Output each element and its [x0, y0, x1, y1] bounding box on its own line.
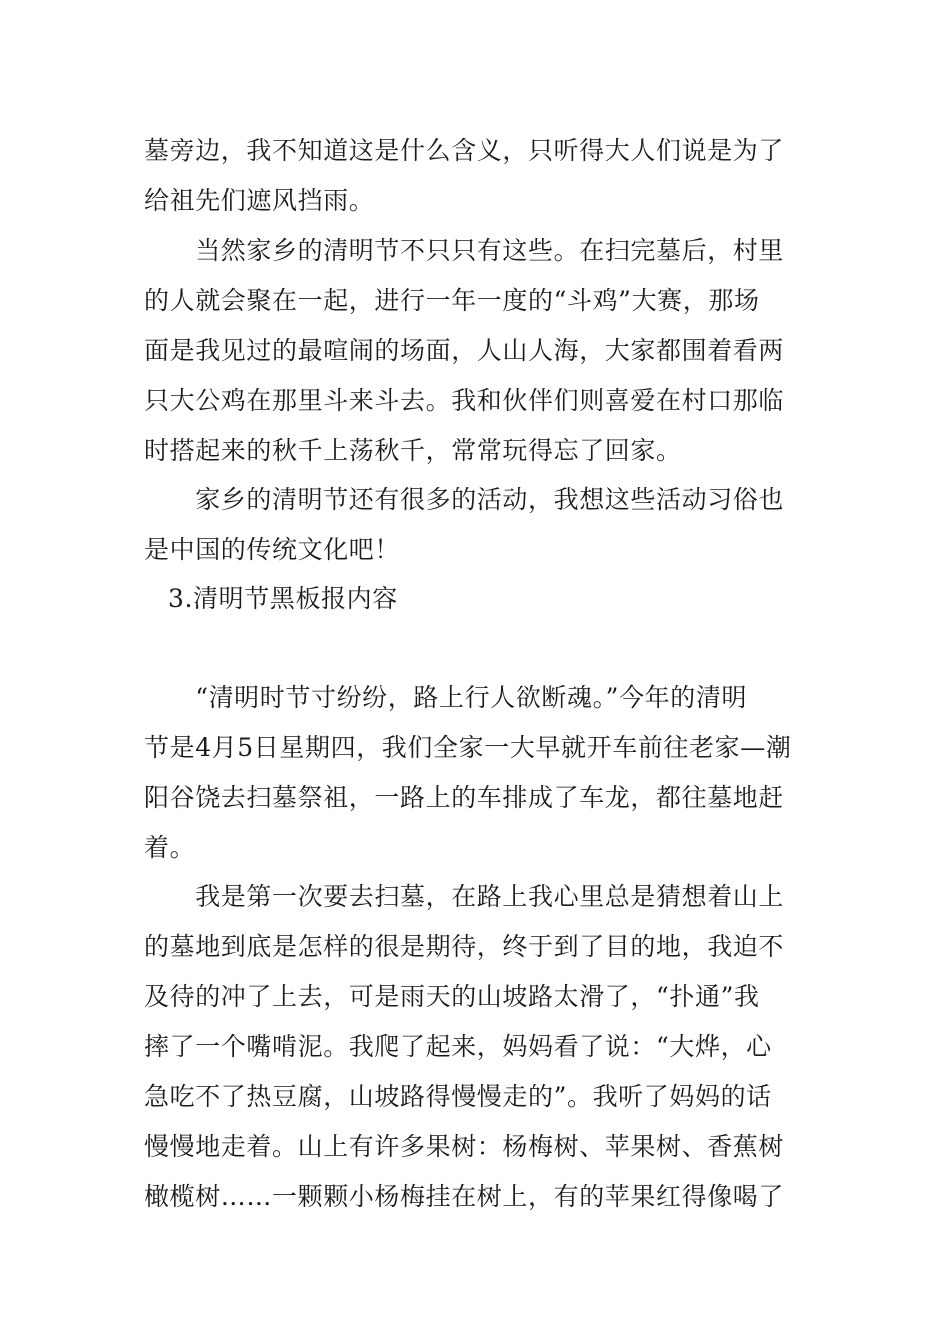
text-line: 慢慢地走着。山上有许多果树：杨梅树、苹果树、香蕉树	[144, 1132, 785, 1161]
paragraph-tradition	[144, 475, 810, 575]
text-line: 只大公鸡在那里斗来斗去。我和伙伴们则喜爱在村口那临	[144, 386, 785, 415]
paragraph-first-visit	[144, 872, 810, 1222]
text-line: 摔了一个嘴啃泥。我爬了起来，妈妈看了说：“大烨，心	[144, 1032, 772, 1061]
text-line: 橄榄树……一颗颗小杨梅挂在树上，有的苹果红得像喝了	[144, 1182, 785, 1211]
text-line: 及待的冲了上去，可是雨天的山坡路太滑了，“扑通”我	[144, 982, 760, 1011]
text-line: 给祖先们遮风挡雨。	[144, 186, 375, 215]
text-line: “清明时节寸纷纷，路上行人欲断魂。”今年的清明	[144, 683, 748, 712]
text-line: 的人就会聚在一起，进行一年一度的“斗鸡”大赛，那场	[144, 286, 760, 315]
text-line: 是中国的传统文化吧！	[144, 535, 401, 564]
text-line: 节是4月5日星期四，我们全家一大早就开车前往老家—潮	[144, 733, 792, 762]
text-line: 我是第一次要去扫墓，在路上我心里总是猜想着山上	[144, 882, 785, 911]
paragraph-cockfight	[144, 226, 810, 476]
text-line: 家乡的清明节还有很多的活动，我想这些活动习俗也	[144, 485, 785, 514]
text-line: 着。	[144, 833, 196, 862]
text-line: 墓旁边，我不知道这是什么含义，只听得大人们说是为了	[144, 136, 785, 165]
section-heading: 3.清明节黑板报内容	[168, 584, 398, 613]
text-line: 的墓地到底是怎样的很是期待，终于到了目的地，我迫不	[144, 932, 785, 961]
text-line: 阳谷饶去扫墓祭祖，一路上的车排成了车龙，都往墓地赶	[144, 783, 785, 812]
text-line: 时搭起来的秋千上荡秋千，常常玩得忘了回家。	[144, 436, 682, 465]
text-line: 面是我见过的最喧闹的场面，人山人海，大家都围着看两	[144, 336, 785, 365]
text-line: 急吃不了热豆腐，山坡路得慢慢走的”。我听了妈妈的话	[144, 1082, 772, 1111]
text-line: 当然家乡的清明节不只只有这些。在扫完墓后，村里	[144, 236, 785, 265]
paragraph-grave-side	[144, 126, 810, 226]
paragraph-trip	[144, 673, 810, 873]
